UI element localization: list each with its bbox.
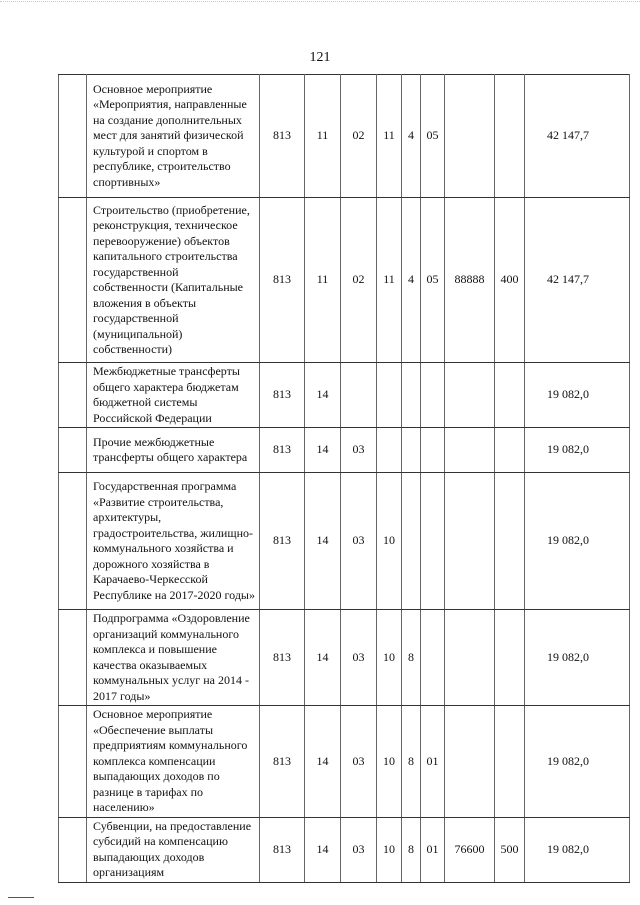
ministry-code: 813 (260, 817, 305, 882)
event-code (421, 610, 445, 706)
expense-type-code: 400 (495, 198, 525, 363)
ministry-code: 813 (260, 198, 305, 363)
direction-code (445, 428, 495, 473)
expense-type-code (495, 473, 525, 610)
ministry-code: 813 (260, 75, 305, 198)
direction-code: 76600 (445, 817, 495, 882)
row-blank-cell (59, 428, 87, 473)
amount: 19 082,0 (525, 817, 630, 882)
budget-table (58, 74, 630, 883)
table-row (59, 198, 630, 363)
subprogram-code: 8 (402, 817, 421, 882)
row-blank-cell (59, 706, 87, 818)
ministry-code: 813 (260, 473, 305, 610)
subprogram-code (402, 473, 421, 610)
expense-type-code (495, 428, 525, 473)
row-blank-cell (59, 363, 87, 428)
subprogram-code: 4 (402, 198, 421, 363)
ministry-code: 813 (260, 428, 305, 473)
program-code (377, 363, 402, 428)
amount: 42 147,7 (525, 75, 630, 198)
program-code: 11 (377, 75, 402, 198)
subsection-code: 03 (341, 610, 377, 706)
section-code: 11 (305, 75, 341, 198)
subprogram-code (402, 363, 421, 428)
program-code: 10 (377, 610, 402, 706)
expense-type-code (495, 363, 525, 428)
direction-code (445, 473, 495, 610)
expense-type-code (495, 75, 525, 198)
section-code: 11 (305, 198, 341, 363)
section-code: 14 (305, 363, 341, 428)
table-row (59, 473, 630, 610)
subprogram-code (402, 428, 421, 473)
row-name: Основное мероприятие «Обеспечение выплаты предприятиям коммунального комплекса компенсации выпадающих доходов по разнице в тарифах по населению» (87, 706, 260, 818)
event-code: 05 (421, 198, 445, 363)
amount: 19 082,0 (525, 473, 630, 610)
row-blank-cell (59, 610, 87, 706)
program-code: 10 (377, 473, 402, 610)
event-code: 01 (421, 817, 445, 882)
section-code: 14 (305, 706, 341, 818)
event-code (421, 473, 445, 610)
expense-type-code (495, 706, 525, 818)
ministry-code: 813 (260, 363, 305, 428)
section-code: 14 (305, 610, 341, 706)
ministry-code: 813 (260, 706, 305, 818)
row-blank-cell (59, 198, 87, 363)
table-row (59, 817, 630, 882)
row-blank-cell (59, 473, 87, 610)
row-name: Межбюджетные трансферты общего характера бюджетам бюджетной системы Российской Федерации (87, 363, 260, 428)
subsection-code: 02 (341, 75, 377, 198)
amount: 42 147,7 (525, 198, 630, 363)
row-name: Строительство (приобретение, реконструкция, техническое перевооружение) объектов капитального строительства государственной собственности (Капитальные вложения в объекты государственной (муниципальной) собственности) (87, 198, 260, 363)
section-code: 14 (305, 428, 341, 473)
table-row (59, 428, 630, 473)
event-code (421, 428, 445, 473)
row-name: Субвенции, на предоставление субсидий на компенсацию выпадающих доходов организациям (87, 817, 260, 882)
event-code (421, 363, 445, 428)
row-name: Прочие межбюджетные трансферты общего характера (87, 428, 260, 473)
row-blank-cell (59, 817, 87, 882)
expense-type-code: 500 (495, 817, 525, 882)
bottom-mark (8, 897, 34, 898)
table-row (59, 610, 630, 706)
section-code: 14 (305, 817, 341, 882)
amount: 19 082,0 (525, 428, 630, 473)
subsection-code: 03 (341, 817, 377, 882)
ministry-code: 813 (260, 610, 305, 706)
direction-code: 88888 (445, 198, 495, 363)
amount: 19 082,0 (525, 706, 630, 818)
amount: 19 082,0 (525, 363, 630, 428)
page-number: 121 (309, 50, 331, 65)
program-code: 10 (377, 817, 402, 882)
expense-type-code (495, 610, 525, 706)
section-code: 14 (305, 473, 341, 610)
subsection-code (341, 363, 377, 428)
program-code: 11 (377, 198, 402, 363)
amount: 19 082,0 (525, 610, 630, 706)
subsection-code: 03 (341, 473, 377, 610)
subprogram-code: 8 (402, 706, 421, 818)
subprogram-code: 8 (402, 610, 421, 706)
subsection-code: 03 (341, 428, 377, 473)
subsection-code: 03 (341, 706, 377, 818)
subprogram-code: 4 (402, 75, 421, 198)
direction-code (445, 706, 495, 818)
row-name: Подпрограмма «Оздоровление организаций коммунального комплекса и повышение качества оказываемых коммунальных услуг на 2014 - 2017 годы» (87, 610, 260, 706)
direction-code (445, 610, 495, 706)
table-row (59, 75, 630, 198)
top-rule (0, 1, 640, 2)
table-row (59, 706, 630, 818)
program-code: 10 (377, 706, 402, 818)
direction-code (445, 75, 495, 198)
event-code: 01 (421, 706, 445, 818)
program-code (377, 428, 402, 473)
direction-code (445, 363, 495, 428)
subsection-code: 02 (341, 198, 377, 363)
event-code: 05 (421, 75, 445, 198)
row-blank-cell (59, 75, 87, 198)
row-name: Государственная программа «Развитие строительства, архитектуры, градостроительства, жилищно-коммунального хозяйства и дорожного хозяйства в Карачаево-Черкесской Республике на 2017-2020 годы» (87, 473, 260, 610)
row-name: Основное мероприятие «Мероприятия, направленные на создание дополнительных мест для занятий физической культурой и спортом в республике, строительство спортивных» (87, 75, 260, 198)
table-row (59, 363, 630, 428)
